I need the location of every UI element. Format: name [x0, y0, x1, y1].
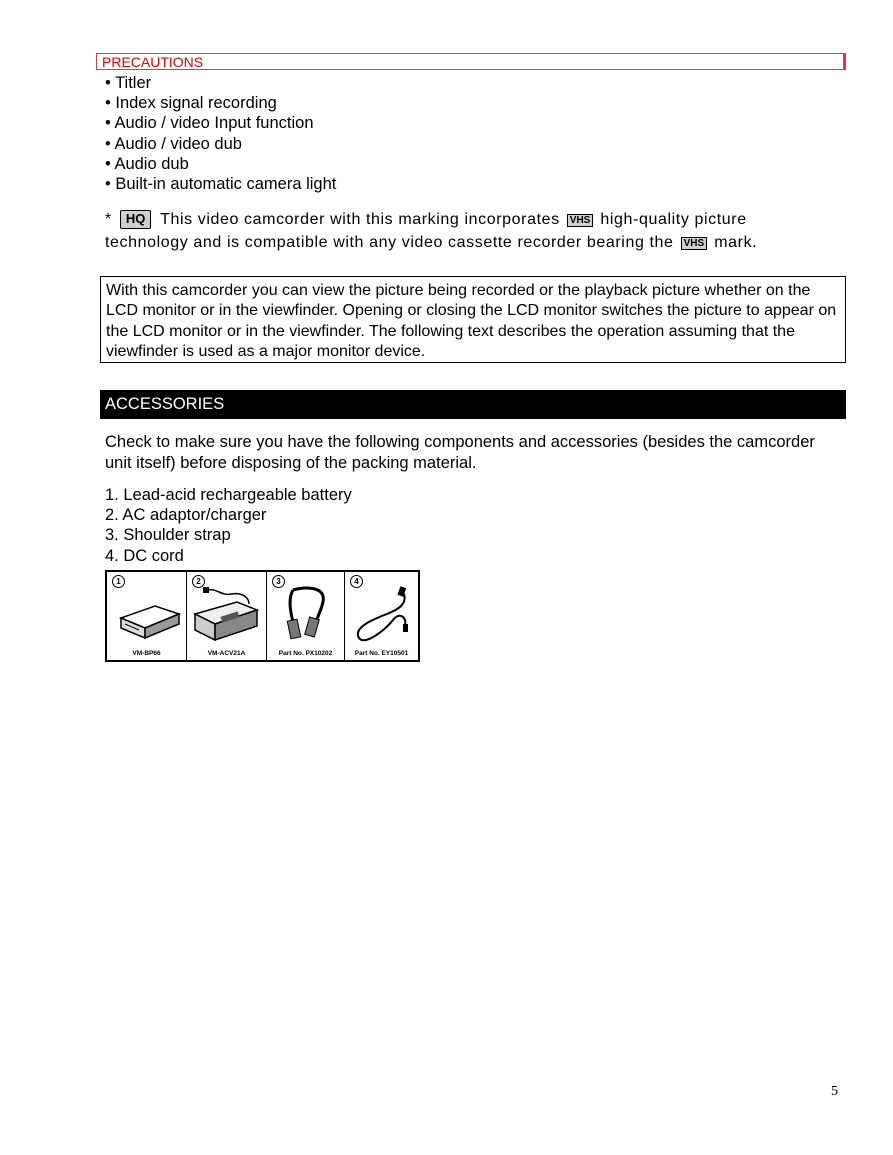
- figure-number: 3: [272, 575, 285, 588]
- figure-cell-charger: [187, 572, 267, 660]
- list-item: 2. AC adaptor/charger: [105, 506, 267, 525]
- hq-logo-icon: HQ: [120, 210, 152, 229]
- list-item: 4. DC cord: [105, 546, 184, 565]
- figure-cell-strap: [267, 572, 345, 660]
- figure-number: 4: [350, 575, 363, 588]
- ac-adaptor-icon: [187, 586, 265, 646]
- figure-label: Part No. EY10501: [354, 650, 409, 657]
- figure-label: VM-ACV21A: [207, 650, 246, 657]
- figure-label: Part No. PX10202: [278, 650, 333, 657]
- vhs-logo-icon: VHS: [681, 237, 708, 250]
- list-item: • Index signal recording: [105, 94, 277, 113]
- list-item: 3. Shoulder strap: [105, 526, 231, 545]
- list-item: • Audio dub: [105, 154, 189, 173]
- list-item: 1. Lead-acid rechargeable battery: [105, 486, 352, 504]
- accessories-intro: Check to make sure you have the following components and accessories (besides the camcorder unit itself) before disposing of the packing material.: [105, 433, 815, 472]
- precautions-bullet-list: [105, 73, 336, 194]
- asterisk: *: [105, 211, 112, 228]
- page-number: 5: [831, 1084, 838, 1099]
- list-item: • Audio / video Input function: [105, 114, 314, 133]
- figure-number: 2: [192, 575, 205, 588]
- dc-cord-icon: [345, 586, 417, 646]
- accessories-header: ACCESSORIES: [100, 390, 846, 419]
- battery-icon: [107, 586, 185, 646]
- figure-cell-dc-cord: [345, 572, 418, 660]
- figure-number: 1: [112, 575, 125, 588]
- hq-note-text-3: mark.: [714, 234, 758, 251]
- figure-cell-battery: [107, 572, 187, 660]
- vhs-logo-icon: VHS: [567, 214, 594, 227]
- list-item: • Built-in automatic camera light: [105, 175, 337, 194]
- shoulder-strap-icon: [267, 586, 343, 646]
- lcd-info-box: With this camcorder you can view the picture being recorded or the playback picture whether on the LCD monitor or in the viewfinder. Opening or closing the LCD monitor switches the picture to appear on the LCD monitor or in the viewfinder. The following text describes the operation assuming that the viewfinder is used as a major monitor device.: [100, 276, 846, 363]
- hq-note-text-1: This video camcorder with this marking incorporates: [160, 211, 560, 228]
- figure-label: VM-BP66: [132, 650, 161, 657]
- list-item: • Titler: [105, 74, 152, 92]
- hq-note: [105, 208, 825, 254]
- accessories-list: [105, 485, 352, 566]
- precautions-header: PRECAUTIONS: [96, 53, 846, 70]
- list-item: • Audio / video dub: [105, 134, 242, 153]
- hq-note-text-2: high-quality picture technology and is compatible with any video cassette recorder bearing the: [105, 211, 747, 251]
- accessories-figure: [105, 570, 420, 662]
